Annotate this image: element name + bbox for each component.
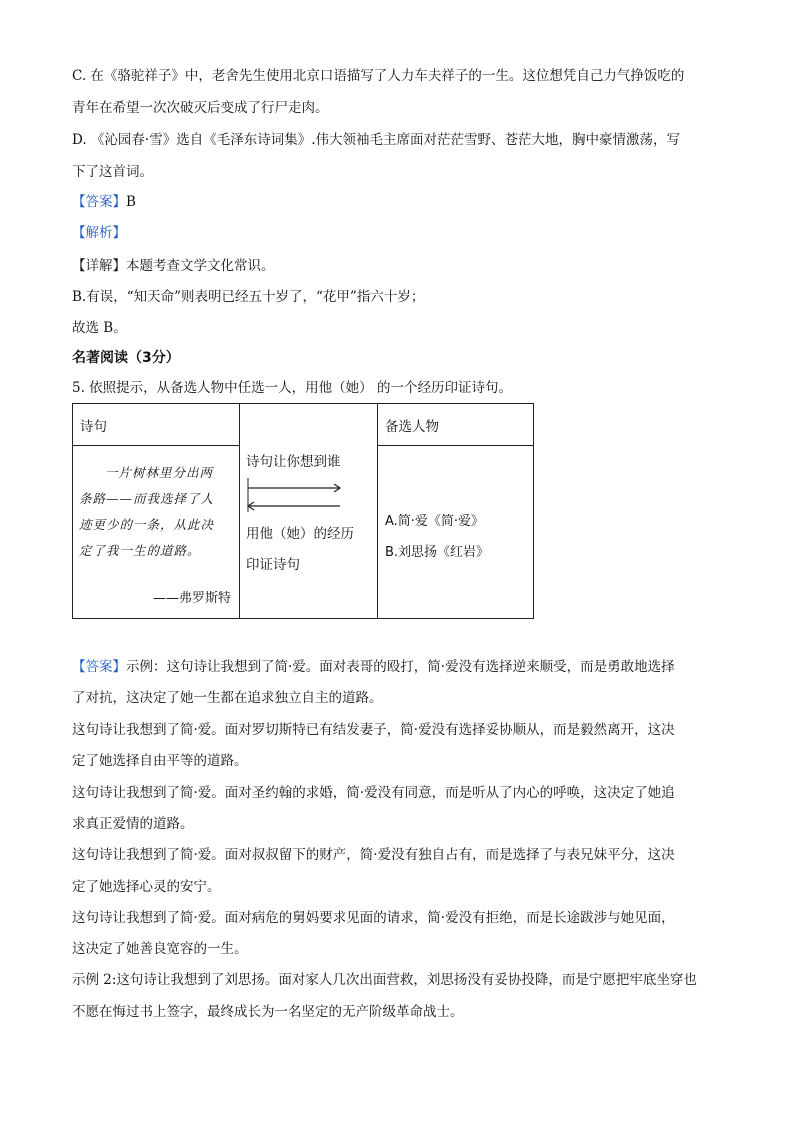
candidate-b: B.刘思扬《红岩》 — [385, 545, 490, 560]
poem-header: 诗句 — [73, 404, 239, 446]
analysis-label: 【解析】 — [72, 225, 126, 241]
q4-b-explain: B.有误，“知天命”则表明已经五十岁了，“花甲”指六十岁； — [72, 289, 425, 305]
candidate-a: A.简·爱《简·爱》 — [385, 514, 485, 529]
option-d-line2: 下了这首词。 — [72, 164, 153, 180]
answer5-p6-line2: 不愿在悔过书上签字，最终成长为一名坚定的无产阶级革命战士。 — [72, 1004, 464, 1020]
mid-bottom-text-1: 用他（她）的经历 — [246, 526, 354, 542]
table-col-middle — [240, 404, 378, 618]
detail-text: 本题考查文学文化常识。 — [126, 258, 275, 274]
answer-label: 【答案】 — [72, 194, 126, 210]
answer5-p2-line2: 定了她选择自由平等的道路。 — [72, 753, 248, 769]
poem-line: 迹更少的一条，从此决 — [79, 517, 215, 532]
mid-top-text: 诗句让你想到谁 — [246, 454, 341, 470]
answer5-p1-text: 示例：这句诗让我想到了简·爱。面对表哥的殴打，简·爱没有选择逆来顺受，而是勇敢地选择 — [126, 659, 675, 675]
option-d-line1: D. 《沁园春·雪》选自《毛泽东诗词集》.伟大领袖毛主席面对茫茫雪野、苍茫大地，胸中豪情激荡，写 — [72, 132, 681, 148]
table-col-poem — [73, 404, 240, 618]
answer-value: B — [126, 194, 136, 210]
double-arrow-icon — [244, 478, 344, 512]
answer5-p3-line2: 求真正爱情的道路。 — [72, 816, 194, 832]
q4-analysis-line — [72, 223, 732, 243]
option-c-line2: 青年在希望一次次破灭后变成了行尸走肉。 — [72, 100, 329, 116]
answer5-p5-line1: 这句诗让我想到了简·爱。面对病危的舅妈要求见面的请求，简·爱没有拒绝，而是长途跋涉与她见面， — [72, 910, 675, 926]
mid-bottom-text-2: 印证诗句 — [246, 557, 300, 573]
answer5-p1-line1 — [72, 657, 732, 677]
q5-prompt: 5. 依照提示，从备选人物中任选一人，用他（她） 的一个经历印证诗句。 — [72, 380, 512, 396]
table-col-candidates — [378, 404, 533, 618]
q5-table — [72, 403, 534, 619]
candidates-header: 备选人物 — [378, 404, 533, 446]
poem-box — [73, 446, 239, 618]
answer5-p1-line2: 了对抗，这决定了她一生都在追求独立自主的道路。 — [72, 690, 383, 706]
poem-line: 定了我一生的道路。 — [79, 543, 201, 558]
q4-answer-line — [72, 192, 732, 212]
answer5-p2-line1: 这句诗让我想到了简·爱。面对罗切斯特已有结发妻子，简·爱没有选择妥协顺从，而是毅然离开，这决 — [72, 722, 675, 738]
detail-label: 【详解】 — [72, 258, 126, 274]
option-c-line1: C. 在《骆驼祥子》中，老舍先生使用北京口语描写了人力车夫祥子的一生。这位想凭自己力气挣饭吃的 — [72, 68, 685, 84]
poem-line: 条路——而我选择了人 — [79, 491, 215, 506]
answer5-p6-line1: 示例 2:这句诗让我想到了刘思扬。面对家人几次出面营救，刘思扬没有妥协投降，而是宁愿把牢底坐穿也 — [72, 972, 697, 988]
section-heading: 名著阅读（3分） — [72, 350, 180, 366]
answer5-p4-line2: 定了她选择心灵的安宁。 — [72, 879, 221, 895]
q4-detail-line — [72, 256, 732, 276]
answer5-p3-line1: 这句诗让我想到了简·爱。面对圣约翰的求婚，简·爱没有同意，而是听从了内心的呼唤，这决定了她追 — [72, 785, 675, 801]
q4-conclusion: 故选 B。 — [72, 320, 127, 336]
poem-author: ——弗罗斯特 — [152, 591, 231, 606]
answer5-p5-line2: 这决定了她善良宽容的一生。 — [72, 941, 248, 957]
poem-line: 一片树林里分出两 — [105, 465, 214, 480]
answer5-p4-line1: 这句诗让我想到了简·爱。面对叔叔留下的财产，简·爱没有独自占有，而是选择了与表兄妹平分，这决 — [72, 847, 675, 863]
answer5-label: 【答案】 — [72, 659, 126, 675]
